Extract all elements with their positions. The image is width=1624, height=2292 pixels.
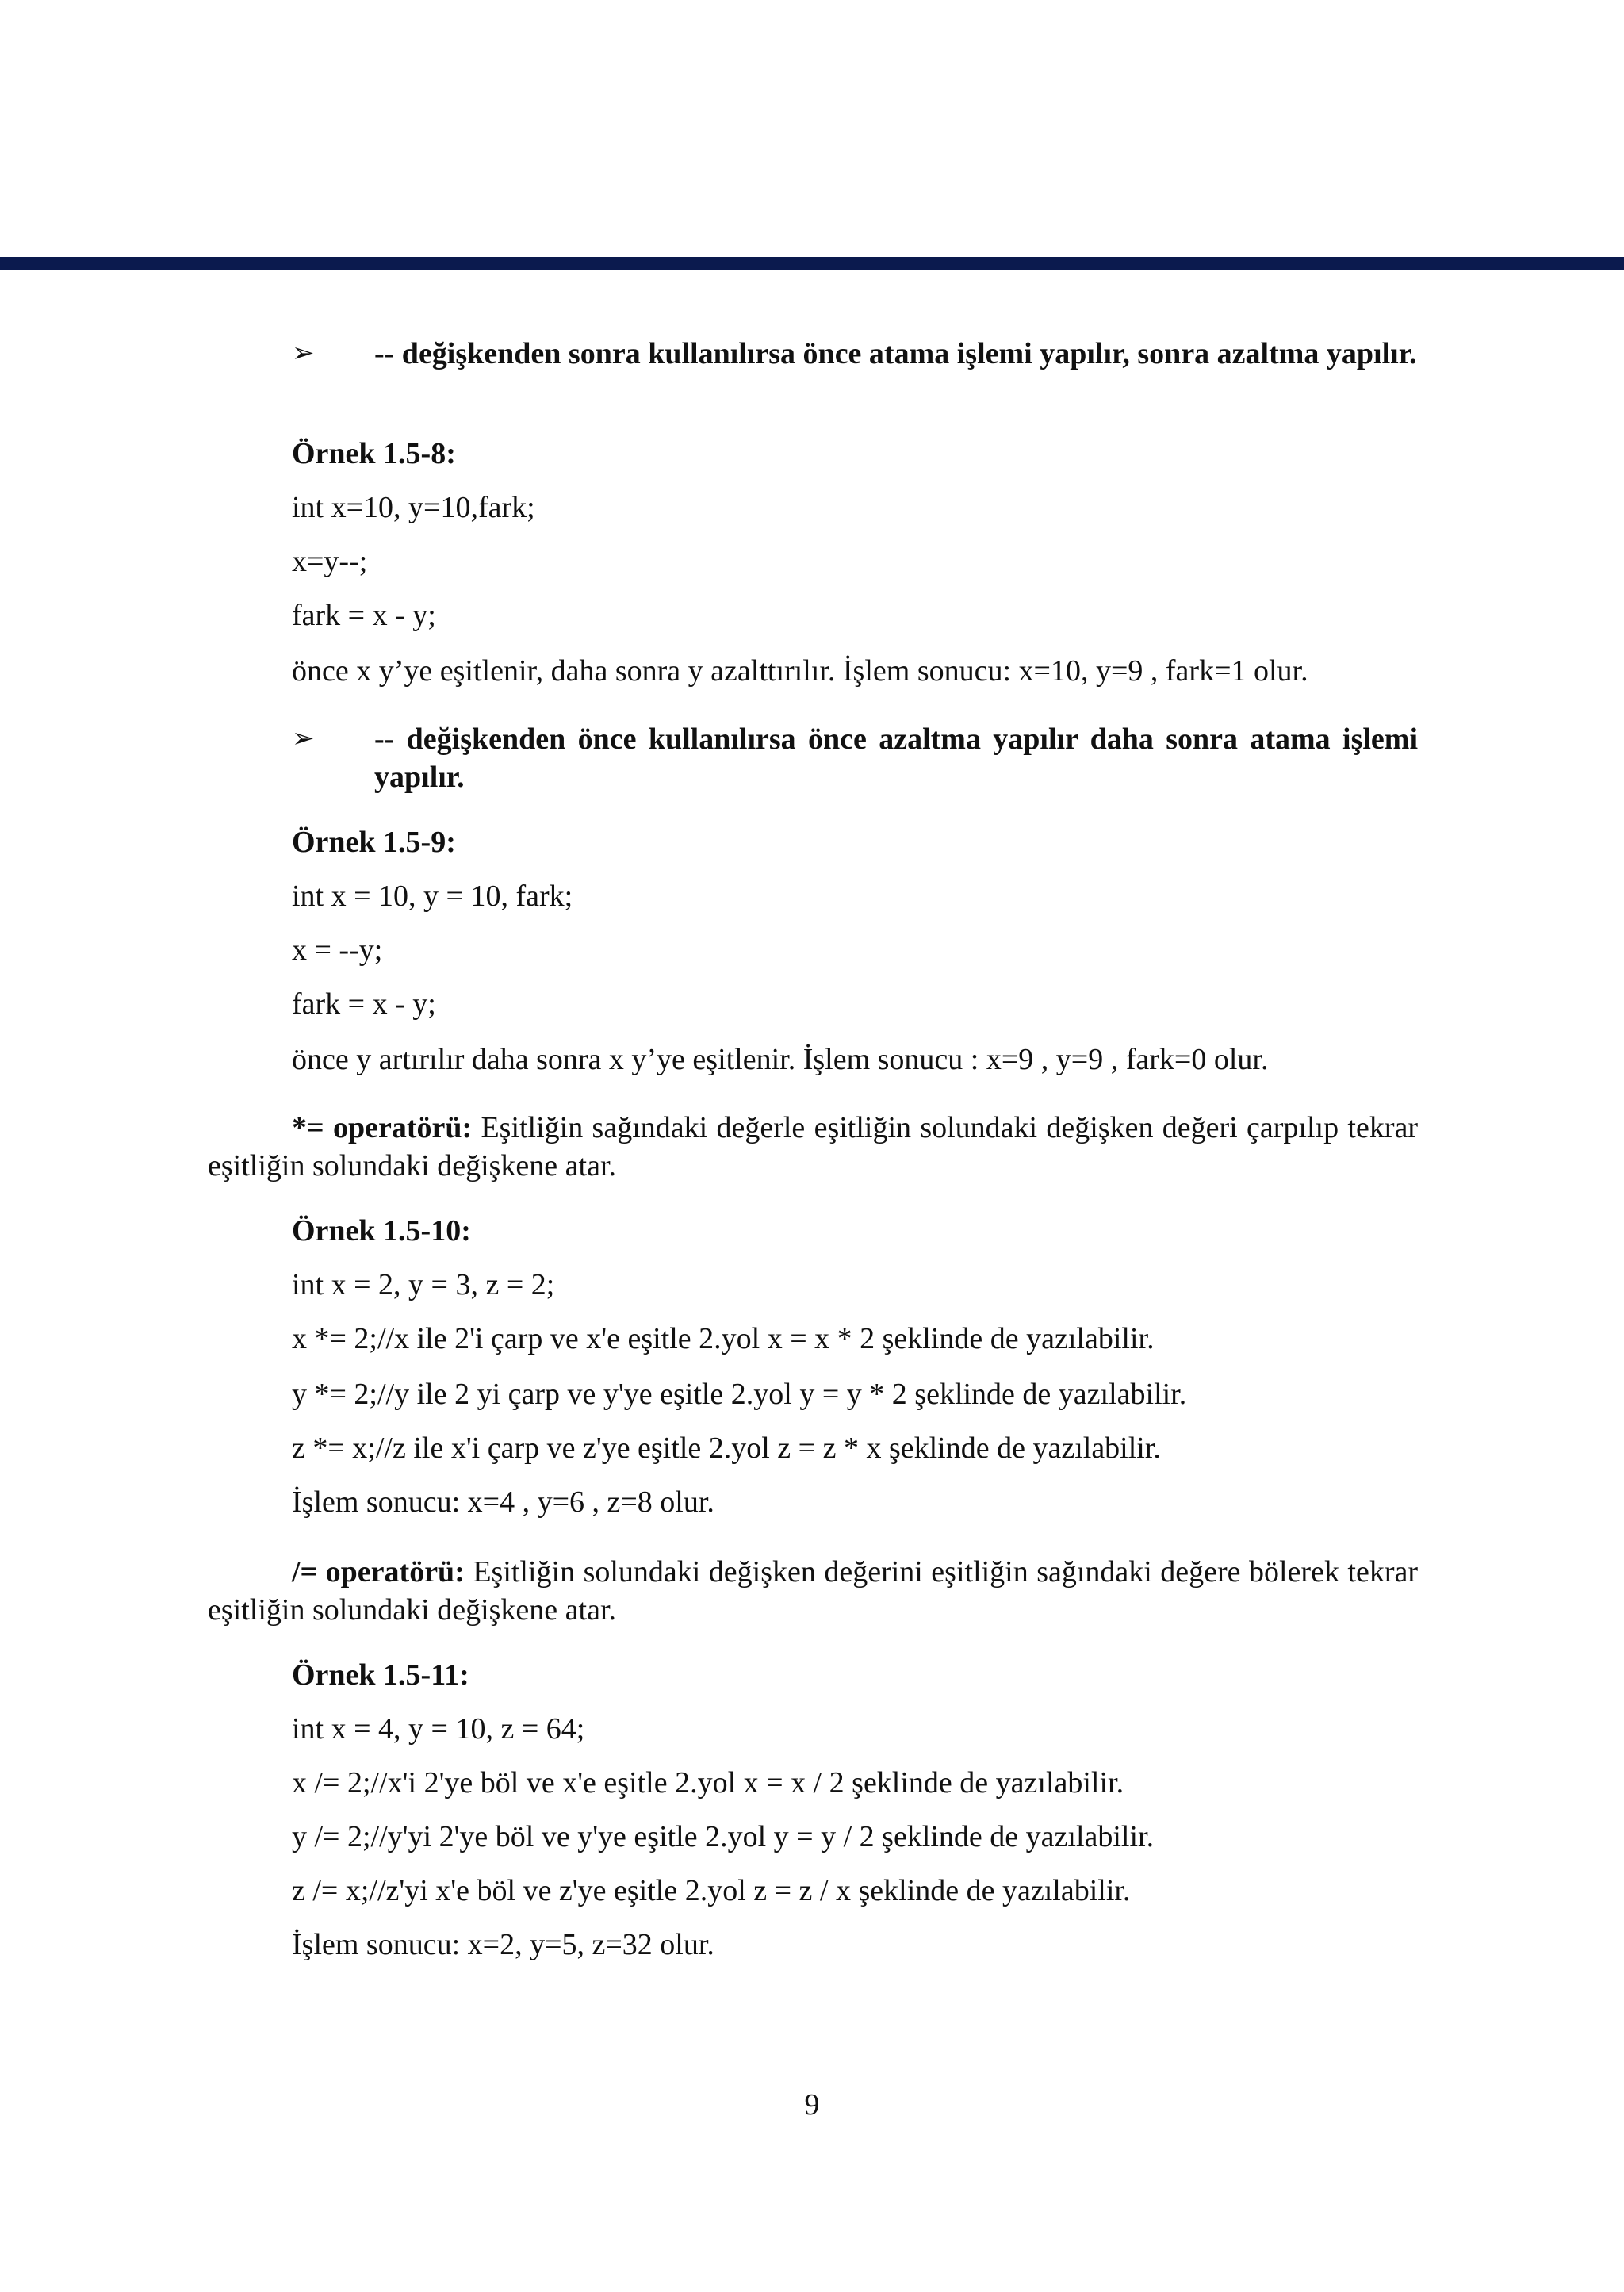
page-number: 9	[804, 2088, 820, 2121]
code-line: z *= x;//z ile x'i çarp ve z'ye eşitle 2.yol z = z * x şeklinde de yazılabilir.	[292, 1432, 1161, 1465]
bullet-arrow-icon: ➢	[292, 724, 315, 753]
bullet-prefix-decrement: -- değişkenden önce kullanılırsa önce azaltma yapılır daha sonra atama işlemi yapılır.	[374, 722, 1418, 794]
bullet-arrow-icon: ➢	[292, 339, 315, 368]
bullet-postfix-decrement: -- değişkenden sonra kullanılırsa önce atama işlemi yapılır, sonra azaltma yapılır.	[374, 337, 1417, 370]
code-line: int x = 2, y = 3, z = 2;	[292, 1268, 555, 1301]
code-line: x = --y;	[292, 933, 383, 967]
divide-assign-paragraph	[208, 1553, 1418, 1629]
example-title: Örnek 1.5-10:	[292, 1214, 471, 1248]
code-line: x *= 2;//x ile 2'i çarp ve x'e eşitle 2.yol x = x * 2 şeklinde de yazılabilir.	[292, 1322, 1155, 1355]
code-line: x /= 2;//x'i 2'ye böl ve x'e eşitle 2.yol x = x / 2 şeklinde de yazılabilir.	[292, 1766, 1124, 1799]
example-title: Örnek 1.5-8:	[292, 437, 456, 470]
code-line: z /= x;//z'yi x'e böl ve z'ye eşitle 2.yol z = z / x şeklinde de yazılabilir.	[292, 1874, 1131, 1907]
operator-term: /= operatörü:	[292, 1555, 465, 1589]
result-line: İşlem sonucu: x=4 , y=6 , z=8 olur.	[292, 1485, 714, 1519]
code-line: x=y--;	[292, 545, 368, 578]
result-line: İşlem sonucu: x=2, y=5, z=32 olur.	[292, 1928, 714, 1961]
code-line: fark = x - y;	[292, 599, 436, 632]
multiply-assign-paragraph	[208, 1109, 1418, 1185]
code-line: y *= 2;//y ile 2 yi çarp ve y'ye eşitle 2.yol y = y * 2 şeklinde de yazılabilir.	[292, 1378, 1187, 1411]
operator-description: Eşitliğin solundaki değişken değerini eşitliğin sağındaki değere bölerek tekrar eşitliğin solundaki değişkene atar.	[208, 1555, 1419, 1627]
operator-term: *= operatörü:	[292, 1111, 473, 1144]
code-line: int x = 4, y = 10, z = 64;	[292, 1712, 585, 1746]
result-line: önce x y’ye eşitlenir, daha sonra y azalttırılır. İşlem sonucu: x=10, y=9 , fark=1 olur.	[292, 654, 1308, 688]
example-title: Örnek 1.5-9:	[292, 826, 456, 859]
operator-description: Eşitliğin sağındaki değerle eşitliğin solundaki değişken değeri çarpılıp tekrar eşitliğin solundaki değişkene atar.	[208, 1111, 1418, 1182]
code-line: int x=10, y=10,fark;	[292, 491, 535, 524]
code-line: y /= 2;//y'yi 2'ye böl ve y'ye eşitle 2.yol y = y / 2 şeklinde de yazılabilir.	[292, 1820, 1155, 1853]
code-line: int x = 10, y = 10, fark;	[292, 880, 573, 913]
example-title: Örnek 1.5-11:	[292, 1658, 469, 1692]
result-line: önce y artırılır daha sonra x y’ye eşitlenir. İşlem sonucu : x=9 , y=9 , fark=0 olur.	[292, 1043, 1269, 1076]
code-line: fark = x - y;	[292, 987, 436, 1021]
